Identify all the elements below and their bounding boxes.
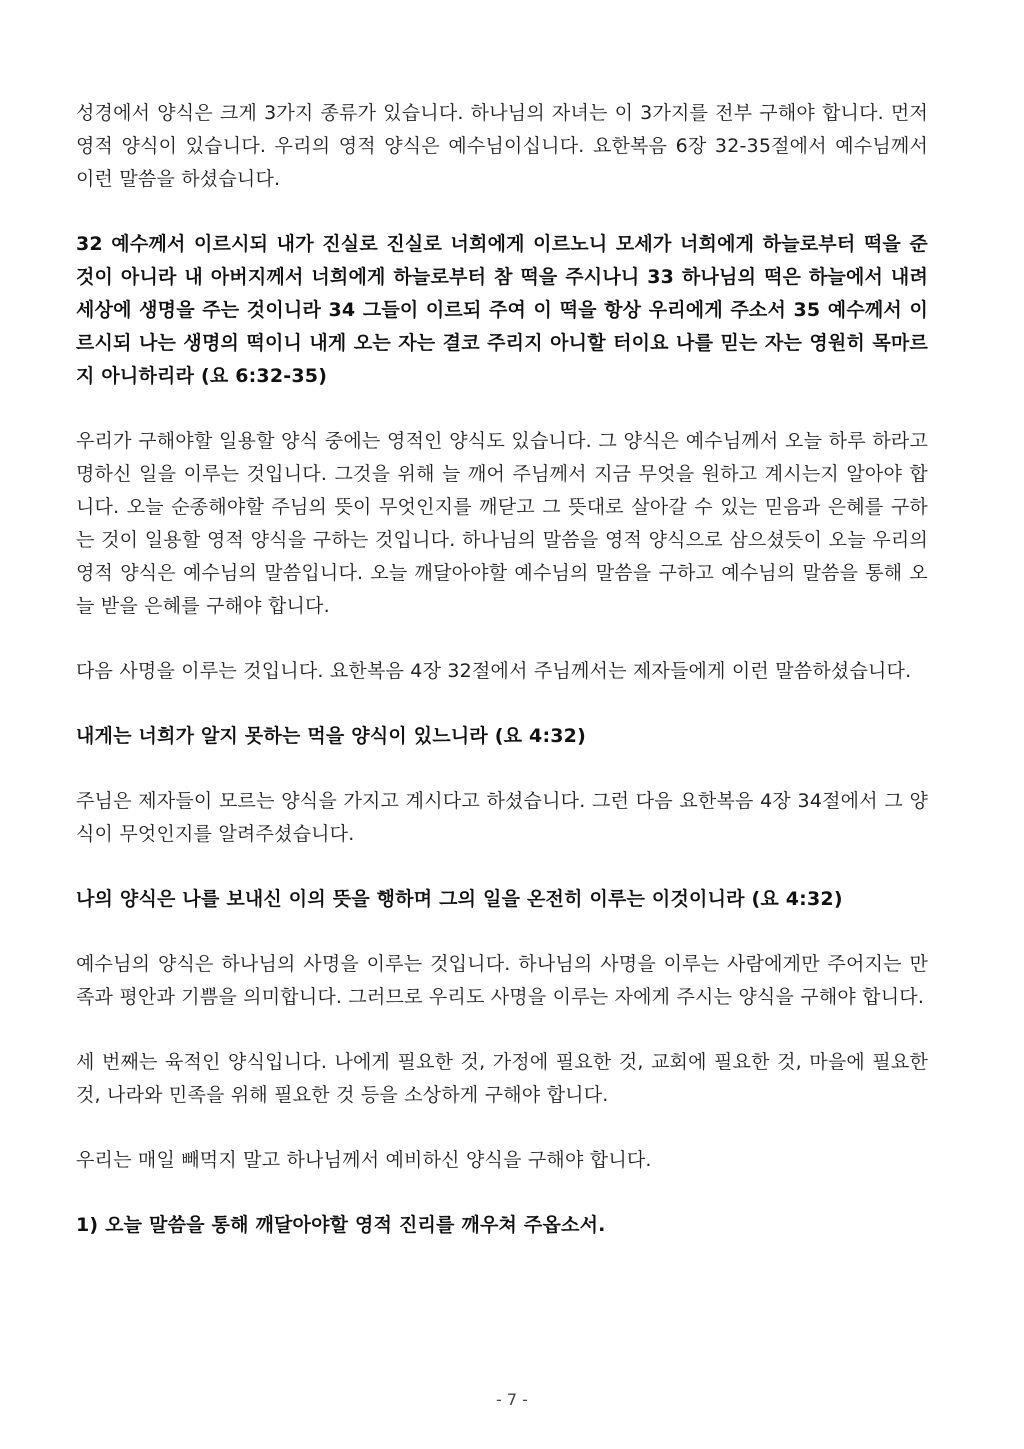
page-number: - 7 -: [496, 1390, 528, 1409]
prayer-item-1: 1) 오늘 말씀을 통해 깨달아야할 영적 진리를 깨우쳐 주옵소서.: [76, 1214, 606, 1236]
paragraph-physical-food: 세 번째는 육적인 양식입니다. 나에게 필요한 것, 가정에 필요한 것, 교회에 필요한 것, 마을에 필요한 것, 나라와 민족을 위해 필요한 것 등을 소상하게 구해야 합니다.: [76, 1051, 928, 1106]
document-body: [76, 97, 928, 1242]
paragraph-mission: 다음 사명을 이루는 것입니다. 요한복음 4장 32절에서 주님께서는 제자들에게 이런 말씀하셨습니다.: [76, 660, 912, 682]
scripture-quote-john-6: 32 예수께서 이르시되 내가 진실로 진실로 너희에게 이르노니 모세가 너희에게 하늘로부터 떡을 준 것이 아니라 내 아버지께서 너희에게 하늘로부터 참 떡을 주시나니 33 하나님의 떡은 하늘에서 내려 세상에 생명을 주는 것이니라 34 그들이 이르되 주여 이 떡을 항상 우리에게 주소서 35 예수께서 이르시되 나는 생명의 떡이니 내게 오는 자는 결코 주리지 아니할 터이요 나를 믿는 자는 영원히 목마르지 아니하리라 (요 6:32-35): [76, 233, 928, 387]
paragraph-spiritual-food: 우리가 구해야할 일용할 양식 중에는 영적인 양식도 있습니다. 그 양식은 예수님께서 오늘 하루 하라고 명하신 일을 이루는 것입니다. 그것을 위해 늘 깨어 주님께서 지금 무엇을 원하고 계시는지 알아야 합니다. 오늘 순종해야할 주님의 뜻이 무엇인지를 깨닫고 그 뜻대로 살아갈 수 있는 믿음과 은혜를 구하는 것이 일용할 영적 양식을 구하는 것입니다. 하나님의 말씀을 영적 양식으로 삼으셨듯이 오늘 우리의 영적 양식은 예수님의 말씀입니다. 오늘 깨달아야할 예수님의 말씀을 구하고 예수님의 말씀을 통해 오늘 받을 은혜를 구해야 합니다.: [76, 430, 928, 617]
paragraph-hidden-food: 주님은 제자들이 모르는 양식을 가지고 계시다고 하셨습니다. 그런 다음 요한복음 4장 34절에서 그 양식이 무엇인지를 알려주셨습니다.: [76, 790, 928, 845]
paragraph-jesus-food: 예수님의 양식은 하나님의 사명을 이루는 것입니다. 하나님의 사명을 이루는 사람에게만 주어지는 만족과 평안과 기쁨을 의미합니다. 그러므로 우리도 사명을 이루는 자에게 주시는 양식을 구해야 합니다.: [76, 953, 928, 1008]
paragraph-intro: 성경에서 양식은 크게 3가지 종류가 있습니다. 하나님의 자녀는 이 3가지를 전부 구해야 합니다. 먼저 영적 양식이 있습니다. 우리의 영적 양식은 예수님이십니다. 요한복음 6장 32-35절에서 예수님께서 이런 말씀을 하셨습니다.: [76, 102, 928, 190]
paragraph-daily: 우리는 매일 빼먹지 말고 하나님께서 예비하신 양식을 구해야 합니다.: [76, 1149, 652, 1171]
scripture-quote-john-4-34: 나의 양식은 나를 보내신 이의 뜻을 행하며 그의 일을 온전히 이루는 이것이니라 (요 4:32): [76, 888, 843, 910]
scripture-quote-john-4-32: 내게는 너희가 알지 못하는 먹을 양식이 있느니라 (요 4:32): [76, 725, 586, 747]
